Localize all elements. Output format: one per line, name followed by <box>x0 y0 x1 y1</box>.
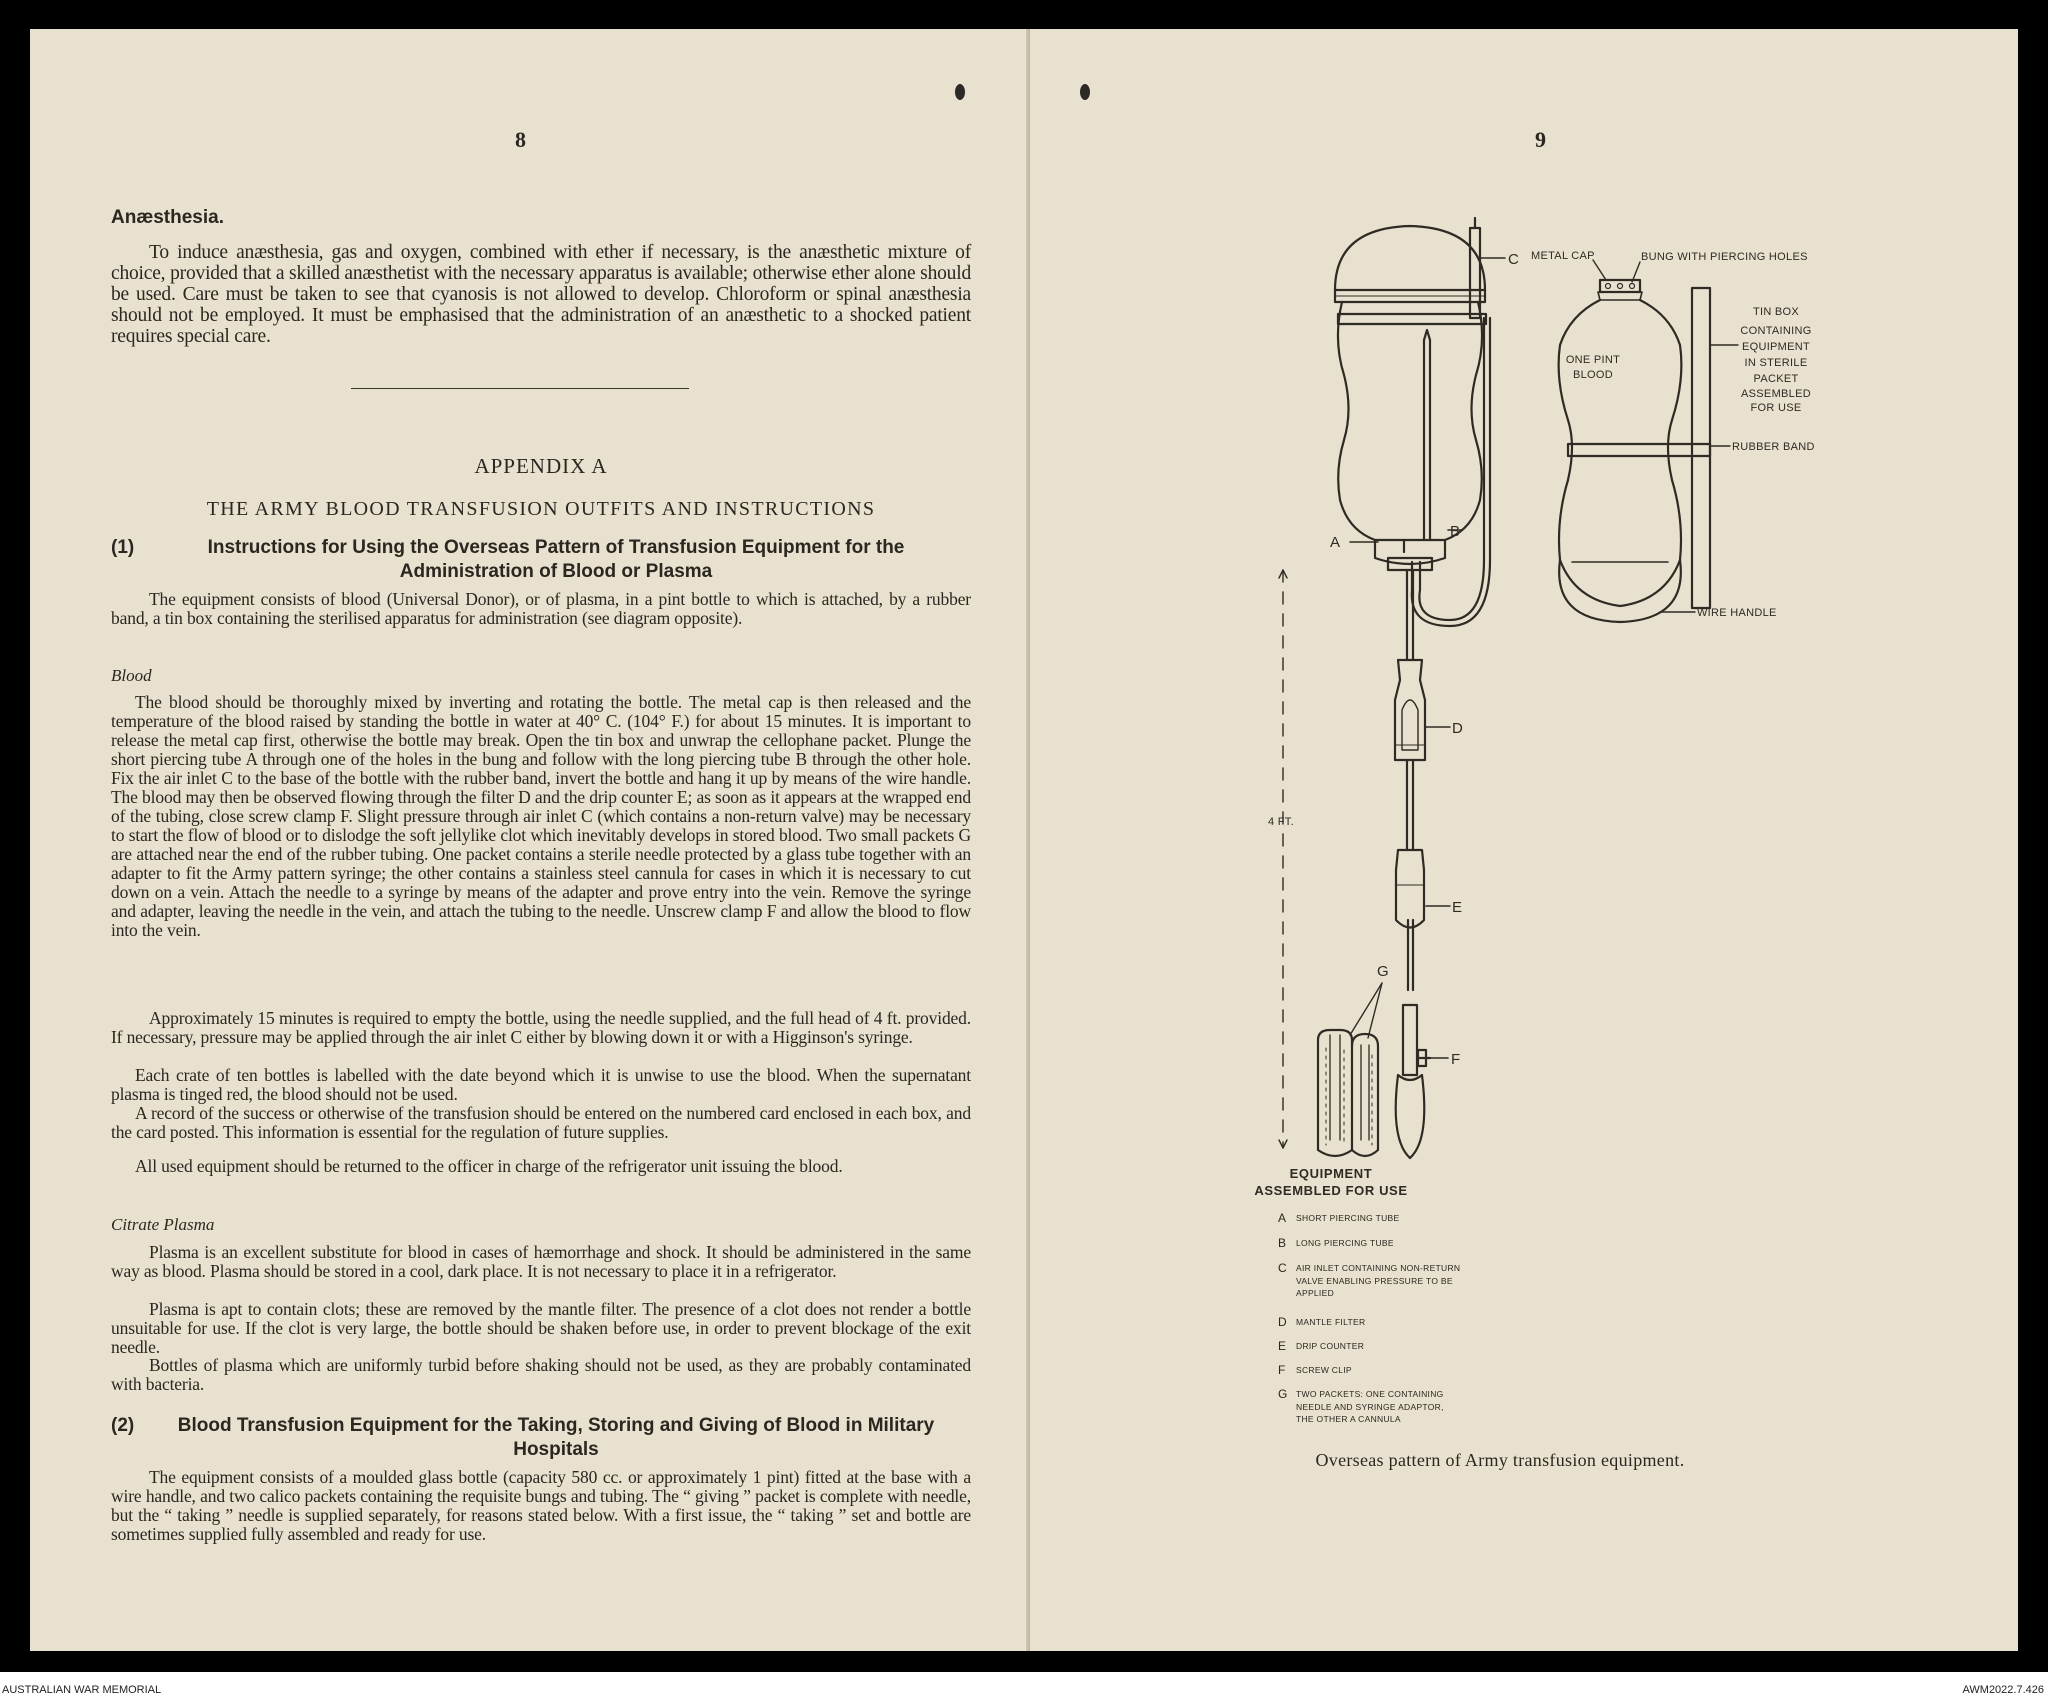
blood-heading: Blood <box>111 666 152 685</box>
legend-text: LONG PIERCING TUBE <box>1296 1238 1394 1248</box>
inverted-blood-bottle <box>1279 218 1505 1158</box>
plasma-paragraph-1: Plasma is an excellent substitute for blood in cases of hæmorrhage and shock. It should be administered in the same way as blood. Plasma should be stored in a cool, dark place. It is not necessary to place it in a refrigerator. <box>111 1242 971 1281</box>
legend-key: A <box>1278 1211 1287 1225</box>
tin-box-label-2: CONTAINING <box>1740 325 1812 337</box>
equipment-assembled-label-2: ASSEMBLED FOR USE <box>1254 1183 1408 1198</box>
section-1-intro: The equipment consists of blood (Universal Donor), or of plasma, in a pint bottle to which is attached, by a rubber band, a tin box containing the sterilised apparatus for administration (see diagram opposite). <box>111 589 971 628</box>
legend-key: C <box>1278 1261 1287 1275</box>
appendix-title: APPENDIX A <box>474 454 608 478</box>
plasma-paragraph-3: Bottles of plasma which are uniformly turbid before shaking should not be used, as they are probably contaminated with bacteria. <box>111 1355 971 1394</box>
section-1-heading-text: Instructions for Using the Overseas Pattern of Transfusion Equipment for the Administration of Blood or Plasma <box>207 537 905 582</box>
page-number: 8 <box>515 127 526 152</box>
equipment-assembled-label-1: EQUIPMENT <box>1289 1166 1373 1181</box>
wire-handle-label: WIRE HANDLE <box>1697 607 1777 619</box>
anaesthesia-heading: Anæsthesia. <box>111 207 224 228</box>
one-pint-label-1: ONE PINT <box>1565 354 1621 366</box>
appendix-subtitle: THE ARMY BLOOD TRANSFUSION OUTFITS AND INSTRUCTIONS <box>206 498 876 520</box>
footer-source: AUSTRALIAN WAR MEMORIAL <box>2 1684 162 1696</box>
tin-box-label-6: ASSEMBLED <box>1741 388 1811 400</box>
label-f: F <box>1451 1051 1461 1068</box>
tin-box-label-3: EQUIPMENT <box>1741 341 1811 353</box>
blood-paragraph-1: The blood should be thoroughly mixed by inverting and rotating the bottle. The metal cap is then released and the temperature of the blood raised by standing the bottle in water at 40° C. (104° F.) for about 15 minutes. It is important to release the metal cap first, otherwise the bottle may break. Open the tin box and unwrap the cellophane packet. Plunge the short piercing tube A through one of the holes in the bung and follow with the long piercing tube B through the other hole. Fix the air inlet C to the base of the bottle with the rubber band, invert the bottle and hang it up by means of the wire handle. The blood may then be observed flowing through the filter D and the drip counter E; as soon as it appears at the wrapped end of the tubing, close screw clamp F. Slight pressure through air inlet C (which contains a non-return valve) may be necessary to start the flow of blood or to dislodge the soft jellylike clot which inevitably develops in stored blood. Two small packets G are attached near the end of the rubber tubing. One packet contains a sterile needle protected by a glass tube together with an adapter to fit the Army pattern syringe; the other contains a stainless steel cannula for cases in which it is necessary to cut down on a vein. Attach the needle to a syringe by means of the adapter and prove entry into the vein. Remove the syringe and adapter, leaving the needle in the vein, and attach the tubing to the needle. Unscrew clamp F and allow the blood to flow into the vein. <box>111 692 971 940</box>
label-c: C <box>1508 251 1519 268</box>
figure-caption: Overseas pattern of Army transfusion equipment. <box>1315 1450 1685 1470</box>
legend-text: TWO PACKETS: ONE CONTAINING NEEDLE AND SYRINGE ADAPTOR, THE OTHER A CANNULA <box>1296 1389 1444 1424</box>
tin-box-label-1: TIN BOX <box>1752 306 1800 318</box>
rubber-band-label: RUBBER BAND <box>1732 441 1815 453</box>
plasma-paragraph-2: Plasma is apt to contain clots; these are removed by the mantle filter. The presence of a clot does not render a bottle unsuitable for use. If the clot is very large, the bottle should be shaken before use, in order to prevent blockage of the exit needle. <box>111 1299 971 1357</box>
label-g: G <box>1377 963 1389 980</box>
blood-paragraph-3: Each crate of ten bottles is labelled with the date beyond which it is unwise to use the blood. When the supernatant plasma is tinged red, the blood should not be used. <box>111 1065 971 1104</box>
footer-accession: AWM2022.7.426 <box>1962 1684 2044 1696</box>
tin-box-label-7: FOR USE <box>1750 402 1802 414</box>
page-number: 9 <box>1535 127 1546 152</box>
label-d: D <box>1452 720 1463 737</box>
blood-paragraph-5: All used equipment should be returned to the officer in charge of the refrigerator unit issuing the blood. <box>135 1156 843 1176</box>
metal-cap-label: METAL CAP <box>1531 250 1595 262</box>
blood-paragraph-2: Approximately 15 minutes is required to empty the bottle, using the needle supplied, and the full head of 4 ft. provided. If necessary, pressure may be applied through the air inlet C either by blowing down it or with a Higginson's syringe. <box>111 1008 971 1047</box>
legend-key: E <box>1278 1339 1287 1353</box>
label-a: A <box>1330 534 1341 551</box>
section-2-paragraph: The equipment consists of a moulded glass bottle (capacity 580 cc. or approximately 1 pint) fitted at the base with a wire handle, and two calico packets containing the requisite bungs and tubing. The “ giving ” packet is complete with needle, but the “ taking ” needle is supplied separately, for reasons stated below. With a first issue, the “ taking ” set and bottle are sometimes supplied fully assembled and ready for use. <box>111 1467 971 1544</box>
legend-key: G <box>1278 1387 1288 1401</box>
bung-label: BUNG WITH PIERCING HOLES <box>1641 251 1808 263</box>
legend-key: F <box>1278 1363 1286 1377</box>
one-pint-label-2: BLOOD <box>1572 369 1614 381</box>
blood-paragraph-4: A record of the success or otherwise of the transfusion should be entered on the numbered card enclosed in each box, and the card posted. This information is essential for the regulation of future supplies. <box>111 1103 971 1142</box>
upright-blood-bottle <box>1559 260 1738 622</box>
legend-text: DRIP COUNTER <box>1296 1341 1365 1351</box>
label-e: E <box>1452 899 1463 916</box>
legend-key: D <box>1278 1315 1287 1329</box>
legend-text: AIR INLET CONTAINING NON-RETURN VALVE ENABLING PRESSURE TO BE APPLIED <box>1296 1263 1461 1298</box>
four-ft-label: 4 FT. <box>1268 816 1294 828</box>
section-1-number: (1) <box>111 537 135 558</box>
legend-key: B <box>1278 1236 1287 1250</box>
footer <box>0 1672 2048 1698</box>
section-2-heading-text: Blood Transfusion Equipment for the Taking, Storing and Giving of Blood in Military Hospitals <box>177 1415 935 1460</box>
legend-text: SHORT PIERCING TUBE <box>1296 1213 1400 1223</box>
anaesthesia-paragraph: To induce anæsthesia, gas and oxygen, combined with ether if necessary, is the anæsthetic mixture of choice, provided that a skilled anæsthetist with the necessary apparatus is available; otherwise ether alone should be used. Care must be taken to see that cyanosis is not allowed to develop. Chloroform or spinal anæsthesia should not be employed. It must be emphasised that the administration of an anæsthetic to a shocked patient requires special care. <box>111 242 971 347</box>
tin-box-label-4: IN STERILE <box>1744 357 1808 369</box>
citrate-plasma-heading: Citrate Plasma <box>111 1215 215 1234</box>
tin-box-label-5: PACKET <box>1753 373 1799 385</box>
section-2-number: (2) <box>111 1415 135 1436</box>
legend-text: SCREW CLIP <box>1296 1365 1352 1375</box>
legend-text: MANTLE FILTER <box>1296 1317 1366 1327</box>
label-b: B <box>1450 523 1461 540</box>
